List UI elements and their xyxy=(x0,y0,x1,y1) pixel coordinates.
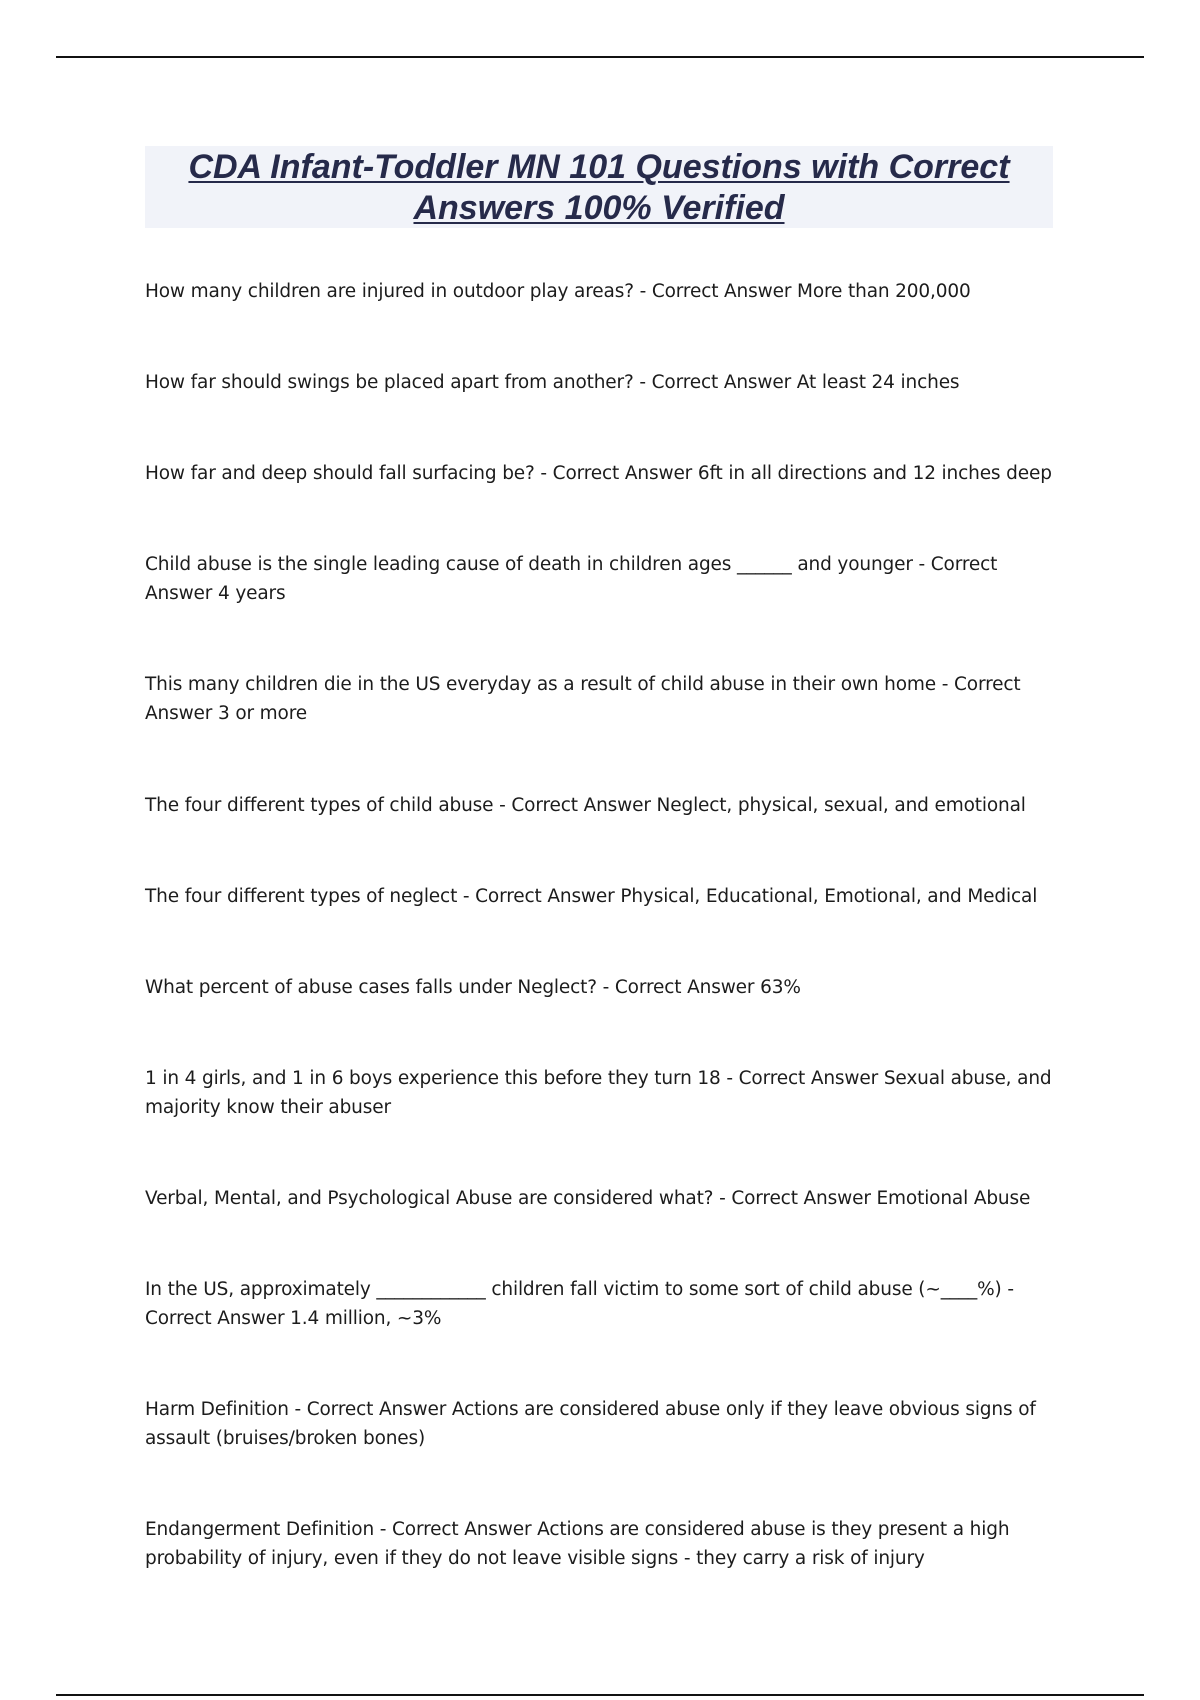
title-banner xyxy=(145,146,1053,228)
qa-item: What percent of abuse cases falls under Neglect? - Correct Answer 63% xyxy=(145,976,801,998)
qa-item: 1 in 4 girls, and 1 in 6 boys experience this before they turn 18 - Correct Answer Sexual abuse, and majority know their abuser xyxy=(145,1067,1052,1118)
bottom-divider xyxy=(56,1694,1144,1696)
qa-item: How far and deep should fall surfacing be? - Correct Answer 6ft in all directions and 12 inches deep xyxy=(145,462,1052,484)
qa-item: The four different types of neglect - Correct Answer Physical, Educational, Emotional, and Medical xyxy=(145,885,1038,907)
qa-item: The four different types of child abuse - Correct Answer Neglect, physical, sexual, and emotional xyxy=(145,794,1026,816)
qa-item: In the US, approximately ____________ children fall victim to some sort of child abuse (~____%) - Correct Answer 1.4 million, ~3% xyxy=(145,1278,1014,1329)
document-title: CDA Infant-Toddler MN 101 Questions with Correct Answers 100% Verified xyxy=(188,148,1010,227)
top-divider xyxy=(56,56,1144,58)
qa-item: Harm Definition - Correct Answer Actions are considered abuse only if they leave obvious signs of assault (bruises/broken bones) xyxy=(145,1398,1036,1449)
qa-item: Endangerment Definition - Correct Answer Actions are considered abuse is they present a high probability of injury, even if they do not leave visible signs - they carry a risk of injury xyxy=(145,1518,1010,1569)
qa-item: How far should swings be placed apart from another? - Correct Answer At least 24 inches xyxy=(145,371,960,393)
qa-item: This many children die in the US everyday as a result of child abuse in their own home - Correct Answer 3 or more xyxy=(145,673,1021,724)
qa-item: How many children are injured in outdoor play areas? - Correct Answer More than 200,000 xyxy=(145,280,971,302)
qa-item: Child abuse is the single leading cause of death in children ages ______ and younger - Correct Answer 4 years xyxy=(145,553,998,604)
qa-item: Verbal, Mental, and Psychological Abuse are considered what? - Correct Answer Emotional Abuse xyxy=(145,1187,1031,1209)
